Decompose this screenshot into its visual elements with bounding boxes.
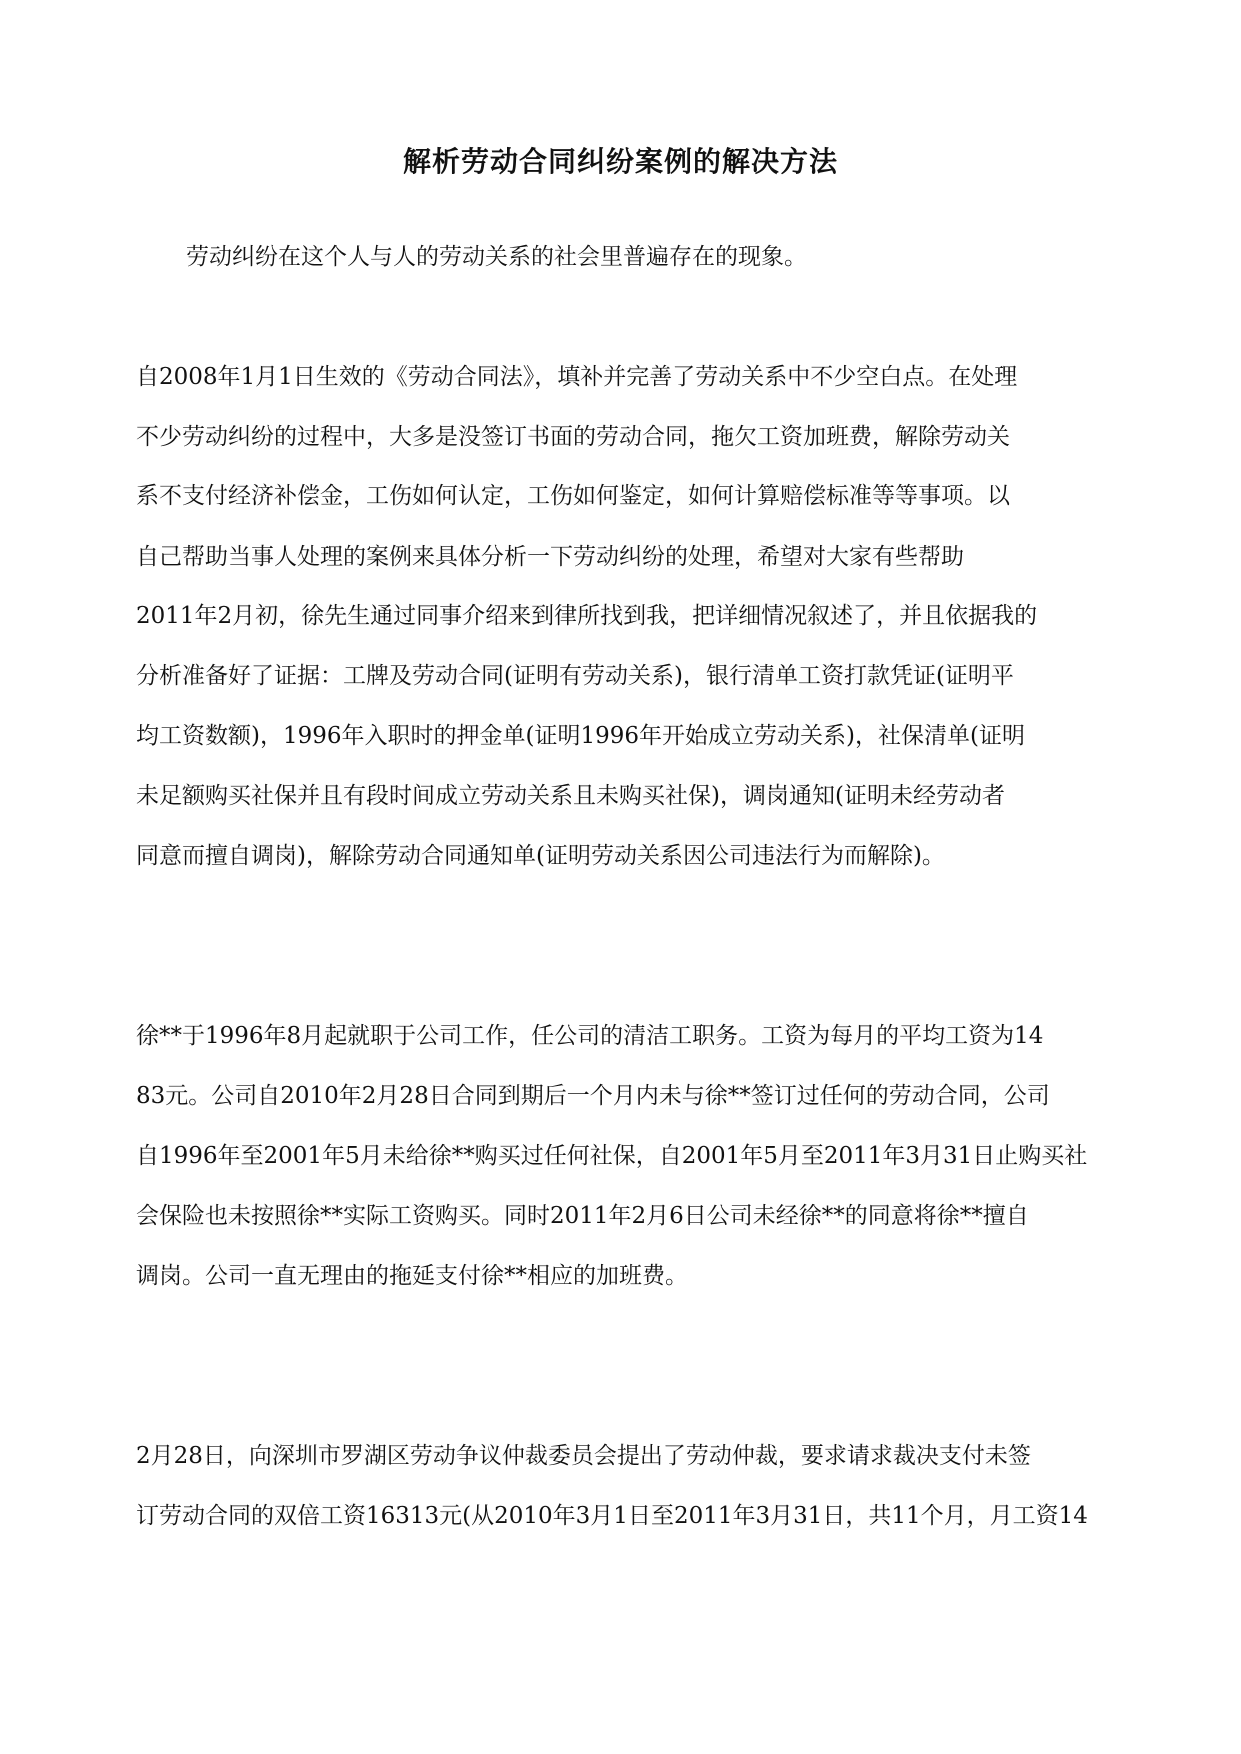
paragraph-1-line: 自己帮助当事人处理的案例来具体分析一下劳动纠纷的处理，希望对大家有些帮助 [136, 544, 964, 570]
paragraph-3-line: 订劳动合同的双倍工资16313元(从2010年3月1日至2011年3月31日，共11个月，月工资14 [136, 1503, 1088, 1529]
paragraph-2-line: 会保险也未按照徐**实际工资购买。同时2011年2月6日公司未经徐**的同意将徐**擅自 [136, 1203, 1029, 1229]
paragraph-2-line: 83元。公司自2010年2月28日合同到期后一个月内未与徐**签订过任何的劳动合同，公司 [136, 1083, 1050, 1109]
paragraph-1-line: 同意而擅自调岗)，解除劳动合同通知单(证明劳动关系因公司违法行为而解除)。 [136, 843, 945, 869]
paragraph-1-line: 均工资数额)，1996年入职时的押金单(证明1996年开始成立劳动关系)，社保清单(证明 [136, 723, 1025, 749]
paragraph-2-line: 调岗。公司一直无理由的拖延支付徐**相应的加班费。 [136, 1263, 688, 1289]
paragraph-1-line: 2011年2月初，徐先生通过同事介绍来到律所找到我，把详细情况叙述了，并且依据我的 [136, 603, 1038, 629]
paragraph-1-line: 分析准备好了证据：工牌及劳动合同(证明有劳动关系)，银行清单工资打款凭证(证明平 [136, 663, 1014, 689]
paragraph-1-line: 自2008年1月1日生效的《劳动合同法》，填补并完善了劳动关系中不少空白点。在处理 [136, 364, 1018, 390]
paragraph-1-line: 系不支付经济补偿金，工伤如何认定，工伤如何鉴定，如何计算赔偿标准等等事项。以 [136, 483, 1010, 509]
paragraph-2-line: 自1996年至2001年5月未给徐**购买过任何社保，自2001年5月至2011年3月31日止购买社 [136, 1143, 1088, 1169]
document-title: 解析劳动合同纠纷案例的解决方法 [402, 145, 838, 178]
paragraph-1-line: 不少劳动纠纷的过程中，大多是没签订书面的劳动合同，拖欠工资加班费，解除劳动关 [136, 424, 1010, 450]
intro-line: 劳动纠纷在这个人与人的劳动关系的社会里普遍存在的现象。 [186, 244, 807, 270]
paragraph-2-line: 徐**于1996年8月起就职于公司工作，任公司的清洁工职务。工资为每月的平均工资为14 [136, 1023, 1044, 1049]
paragraph-1-line: 未足额购买社保并且有段时间成立劳动关系且未购买社保)，调岗通知(证明未经劳动者 [136, 783, 1005, 809]
paragraph-3-line: 2月28日，向深圳市罗湖区劳动争议仲裁委员会提出了劳动仲裁，要求请求裁决支付未签 [136, 1443, 1031, 1469]
